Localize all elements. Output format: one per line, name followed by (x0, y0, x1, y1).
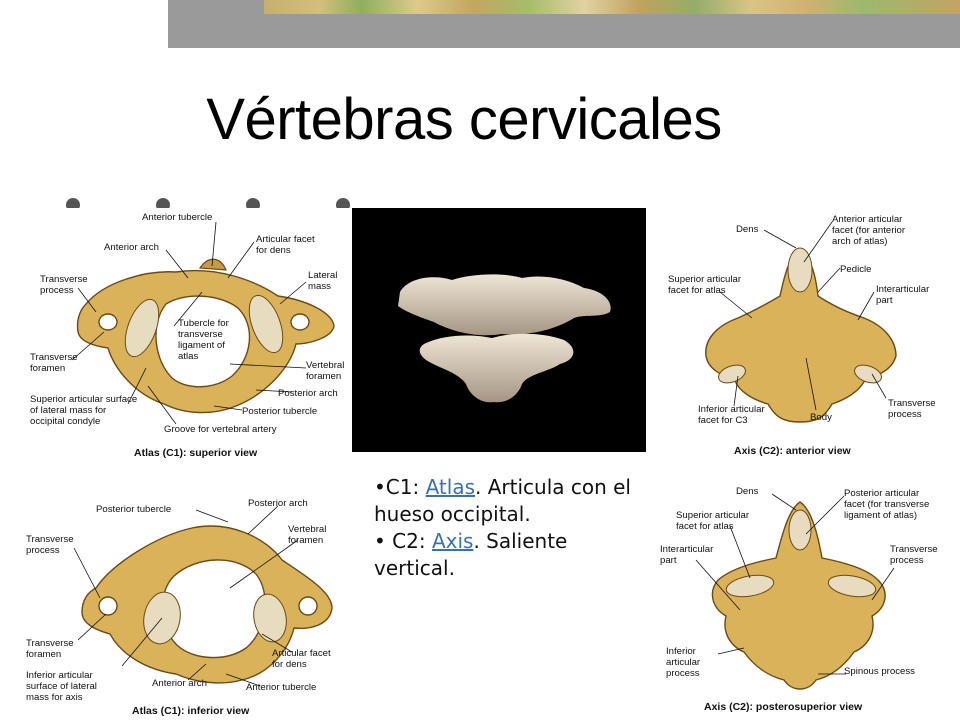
label-anterior-arch: Anterior arch (152, 678, 207, 689)
axis-anterior-figure (646, 208, 942, 462)
label-anterior-tubercle: Anterior tubercle (142, 212, 213, 223)
label-transverse-foramen: Transverse (26, 638, 74, 649)
label-interarticular: Interarticular (660, 544, 714, 555)
bullet-c1 (374, 474, 646, 528)
label-vertebral-foramen-2: foramen (288, 535, 324, 546)
label-pedicle: Pedicle (840, 264, 872, 275)
caption-atlas-inferior: Atlas (C1): inferior view (132, 705, 250, 717)
left-inferior-transverse-foramen (99, 597, 117, 615)
label-interarticular-2: part (876, 295, 893, 306)
label-transverse-process-2: process (888, 409, 922, 420)
atlas-inferior-illustration (16, 484, 352, 720)
render-atlas (398, 274, 611, 335)
atlas-superior-illustration (16, 208, 352, 466)
label-superior-surface-2: of lateral mass for (30, 405, 107, 416)
axis-anterior-illustration (646, 208, 942, 462)
header-decorative-strip (264, 0, 960, 14)
description-text (374, 474, 646, 582)
label-anterior-arch: Anterior arch (104, 242, 159, 253)
label-posterior-arch: Posterior arch (278, 388, 338, 399)
label-anterior-facet-2: facet (for anterior (832, 225, 906, 236)
bullet-c1-prefix: •C1: (374, 475, 426, 499)
render-axis (420, 334, 574, 403)
label-superior-surface-3: occipital condyle (30, 416, 101, 427)
label-vertebral-foramen: Vertebral (306, 360, 345, 371)
label-tubercle-4: atlas (178, 351, 199, 362)
label-posterior-facet: Posterior articular (844, 488, 920, 499)
label-posterior-arch: Posterior arch (248, 498, 308, 509)
left-transverse-foramen (99, 314, 117, 330)
label-lateral-mass: Lateral (308, 270, 338, 281)
label-tubercle-3: ligament of (178, 340, 225, 351)
label-inferior-facet-2: facet for C3 (698, 415, 748, 426)
label-transverse-process-2: process (26, 545, 60, 556)
label-superior-surface: Superior articular surface (30, 394, 138, 405)
bullet-c2-suffix: . Saliente vertical. (374, 529, 568, 580)
label-transverse-process: Transverse (890, 544, 938, 555)
atlas-link[interactable]: Atlas (425, 475, 475, 499)
label-transverse-foramen-2: foramen (30, 363, 66, 374)
label-inferior-process-2: articular (666, 657, 701, 668)
label-body: Body (810, 412, 832, 423)
label-inferior-process-3: process (666, 668, 700, 679)
cervical-3d-render (352, 208, 646, 452)
label-transverse-process: Transverse (26, 534, 74, 545)
label-spinous-process: Spinous process (844, 666, 915, 677)
label-vertebral-foramen-2: foramen (306, 371, 342, 382)
label-posterior-tubercle: Posterior tubercle (96, 504, 172, 515)
render-illustration (352, 208, 646, 452)
label-anterior-facet-3: arch of atlas) (832, 236, 888, 247)
label-articular-facet-2: for dens (256, 245, 291, 256)
label-tubercle: Tubercle for (178, 318, 229, 329)
label-lateral-mass-2: mass (308, 281, 331, 292)
label-superior-facet: Superior articular (668, 274, 742, 285)
label-superior-facet-2: facet for atlas (676, 521, 734, 532)
caption-axis-posterosuperior: Axis (C2): posterosuperior view (704, 701, 863, 713)
bullet-c2-prefix: • C2: (374, 529, 432, 553)
label-inferior-surface-2: surface of lateral (26, 681, 97, 692)
label-anterior-facet: Anterior articular (832, 214, 903, 225)
axis-posterosuperior-figure (646, 476, 942, 720)
label-dens: Dens (736, 224, 759, 235)
label-transverse-foramen: Transverse (30, 352, 78, 363)
label-articular-facet: Articular facet (256, 234, 315, 245)
caption-atlas-superior: Atlas (C1): superior view (134, 447, 258, 459)
label-inferior-facet: Inferior articular (698, 404, 765, 415)
label-posterior-tubercle: Posterior tubercle (242, 406, 318, 417)
axis-link[interactable]: Axis (431, 529, 474, 553)
label-dens: Dens (736, 486, 759, 497)
label-articular-facet-2: for dens (272, 659, 307, 670)
atlas-inferior-figure (16, 484, 352, 720)
slide-title: Vértebras cervicales (206, 87, 722, 152)
label-superior-facet: Superior articular (676, 510, 750, 521)
dens-facet (788, 248, 812, 292)
axis-posterosuperior-illustration (646, 476, 942, 720)
label-inferior-surface-3: mass for axis (26, 692, 83, 703)
caption-axis-anterior: Axis (C2): anterior view (734, 445, 851, 457)
label-transverse-process: Transverse (40, 274, 88, 285)
bullet-c2 (374, 528, 646, 582)
label-groove: Groove for vertebral artery (164, 424, 277, 435)
label-transverse-process-2: process (890, 555, 924, 566)
right-inferior-transverse-foramen (299, 597, 317, 615)
label-interarticular-2: part (660, 555, 677, 566)
right-transverse-foramen (291, 314, 309, 330)
label-transverse-process-2: process (40, 285, 74, 296)
posterior-dens-facet (789, 510, 811, 550)
label-posterior-facet-2: facet (for transverse (844, 499, 930, 510)
label-transverse-process: Transverse (888, 398, 936, 409)
label-vertebral-foramen: Vertebral (288, 524, 327, 535)
label-inferior-surface: Inferior articular (26, 670, 93, 681)
anterior-tubercle-shape (200, 259, 226, 270)
label-articular-facet: Articular facet (272, 648, 331, 659)
atlas-superior-figure (16, 208, 352, 466)
label-transverse-foramen-2: foramen (26, 649, 62, 660)
label-superior-facet-2: facet for atlas (668, 285, 726, 296)
label-tubercle-2: transverse (178, 329, 223, 340)
label-interarticular: Interarticular (876, 284, 930, 295)
label-inferior-process: Inferior (666, 646, 696, 657)
bullet-c1-suffix: . Articula con el hueso occipital. (374, 475, 631, 526)
label-anterior-tubercle: Anterior tubercle (246, 682, 317, 693)
label-posterior-facet-3: ligament of atlas) (844, 510, 918, 521)
